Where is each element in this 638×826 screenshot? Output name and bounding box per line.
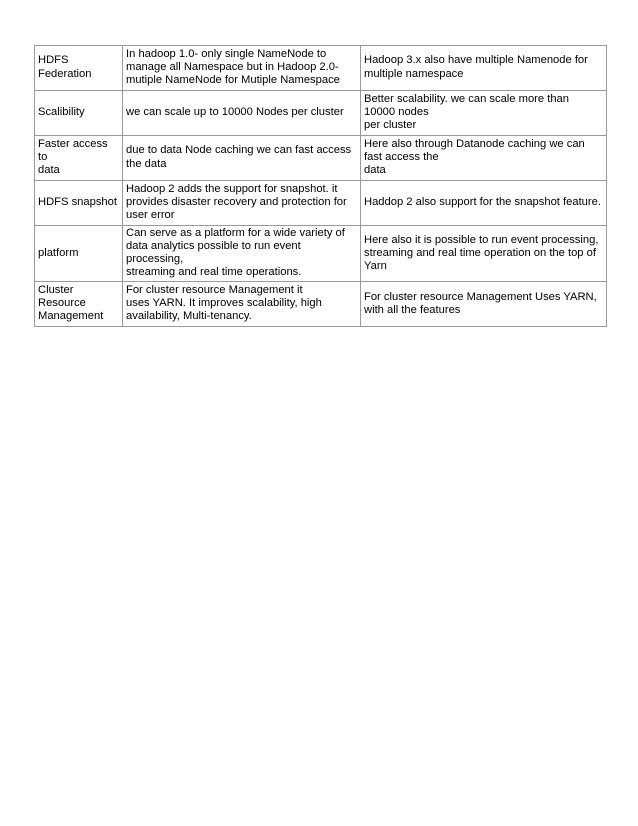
feature-cell: platform	[35, 226, 123, 282]
hadoop2-cell: In hadoop 1.0- only single NameNode to manage all Namespace but in Hadoop 2.0- mutiple NameNode for Mutiple Namespace	[123, 46, 361, 91]
hadoop2-cell: Can serve as a platform for a wide variety of data analytics possible to run event processing, streaming and real time operations.	[123, 226, 361, 282]
table-row	[35, 91, 607, 136]
hadoop-comparison-table	[34, 45, 607, 327]
feature-cell: HDFS snapshot	[35, 181, 123, 226]
table-row	[35, 136, 607, 181]
feature-cell: Scalibility	[35, 91, 123, 136]
table-row	[35, 282, 607, 327]
hadoop3-cell: Here also through Datanode caching we can fast access the data	[361, 136, 607, 181]
hadoop3-cell: Haddop 2 also support for the snapshot feature.	[361, 181, 607, 226]
feature-cell: Cluster Resource Management	[35, 282, 123, 327]
table-row	[35, 46, 607, 91]
feature-cell: HDFS Federation	[35, 46, 123, 91]
hadoop3-cell: Hadoop 3.x also have multiple Namenode for multiple namespace	[361, 46, 607, 91]
hadoop2-cell: For cluster resource Management it uses YARN. It improves scalability, high availability, Multi-tenancy.	[123, 282, 361, 327]
hadoop2-cell: Hadoop 2 adds the support for snapshot. it provides disaster recovery and protection for user error	[123, 181, 361, 226]
hadoop2-cell: due to data Node caching we can fast access the data	[123, 136, 361, 181]
table-row	[35, 226, 607, 282]
hadoop2-cell: we can scale up to 10000 Nodes per cluster	[123, 91, 361, 136]
hadoop3-cell: For cluster resource Management Uses YARN, with all the features	[361, 282, 607, 327]
hadoop3-cell: Better scalability. we can scale more than 10000 nodes per cluster	[361, 91, 607, 136]
feature-cell: Faster access to data	[35, 136, 123, 181]
table-row	[35, 181, 607, 226]
hadoop3-cell: Here also it is possible to run event processing, streaming and real time operation on the top of Yarn	[361, 226, 607, 282]
